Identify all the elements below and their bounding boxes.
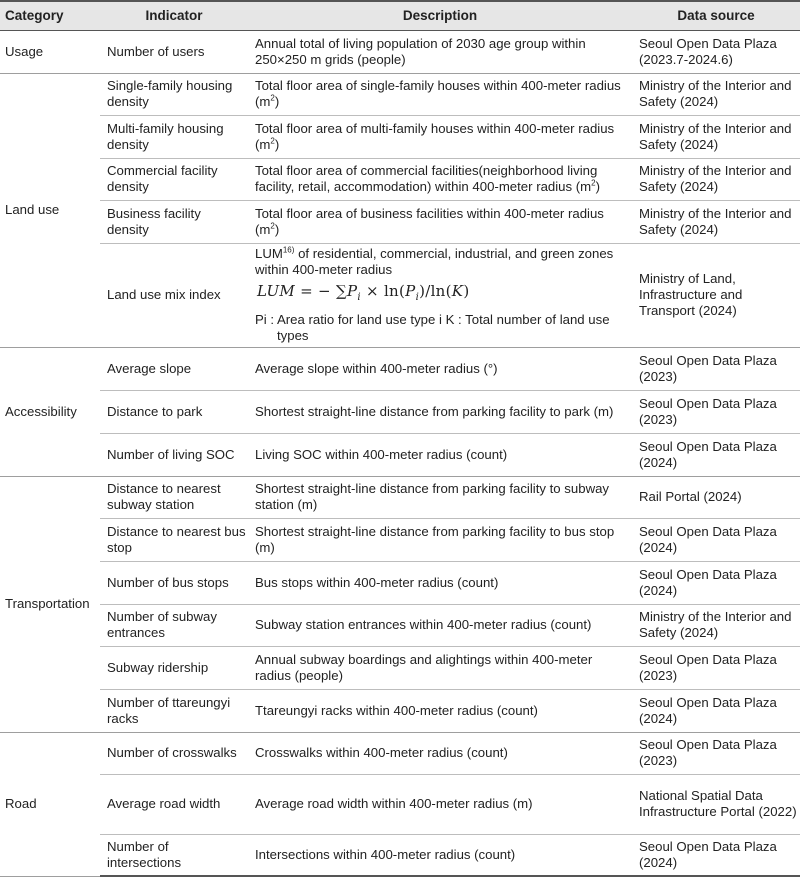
source-cell: Ministry of the Interior and Safety (2024) [632,73,800,115]
indicator-cell: Multi-family housing density [100,115,248,158]
source-cell: Seoul Open Data Plaza (2024) [632,433,800,476]
description-cell: Total floor area of business facilities within 400-meter radius $(m^2)$ [248,200,632,243]
indicator-cell: Land use mix index [100,243,248,347]
table-row [0,774,800,834]
source-cell: Ministry of the Interior and Safety (2024) [632,200,800,243]
table-row [0,433,800,476]
indicator-cell: Number of crosswalks [100,732,248,774]
table-row [0,646,800,689]
description-cell: Shortest straight-line distance from parking facility to bus stop (m) [248,518,632,561]
indicator-cell: Number of users [100,30,248,73]
lum-description: LUM$^{16)}$ of residential, commercial, industrial, and green zones within 400-meter radius [255,245,614,277]
description-cell: Shortest straight-line distance from parking facility to park (m) [248,390,632,433]
category-road: Road [0,732,100,876]
indicator-cell: Number of living SOC [100,433,248,476]
category-transportation: Transportation [0,476,100,732]
description-cell: Average road width within 400-meter radius (m) [248,774,632,834]
description-cell [248,243,632,347]
table-row [0,158,800,200]
indicator-cell: Number of intersections [100,834,248,876]
table-row [0,518,800,561]
indicator-cell: Average slope [100,347,248,390]
header-description: Description [248,1,632,30]
description-cell: Shortest straight-line distance from parking facility to subway station (m) [248,476,632,518]
table-row [0,200,800,243]
description-cell: Bus stops within 400-meter radius (count) [248,561,632,604]
description-cell: Annual subway boardings and alightings within 400-meter radius (people) [248,646,632,689]
table-row [0,30,800,73]
description-cell: Total floor area of single-family houses within 400-meter radius $(m^2)$ [248,73,632,115]
source-cell: National Spatial Data Infrastructure Portal (2022) [632,774,800,834]
source-cell: Seoul Open Data Plaza (2023.7-2024.6) [632,30,800,73]
indicator-cell: Business facility density [100,200,248,243]
description-cell: Total floor area of commercial facilities(neighborhood living facility, retail, accommodation) within 400-meter radius $(m^2)$ [248,158,632,200]
description-cell: Living SOC within 400-meter radius (count) [248,433,632,476]
source-cell: Ministry of Land, Infrastructure and Transport (2024) [632,243,800,347]
indicator-cell: Average road width [100,774,248,834]
description-cell: Intersections within 400-meter radius (count) [248,834,632,876]
indicator-cell: Distance to nearest subway station [100,476,248,518]
source-cell: Seoul Open Data Plaza (2023) [632,732,800,774]
source-cell: Seoul Open Data Plaza (2024) [632,561,800,604]
description-cell: Ttareungyi racks within 400-meter radius (count) [248,689,632,732]
source-cell: Seoul Open Data Plaza (2023) [632,347,800,390]
description-cell: Annual total of living population of 2030 age group within 250×250 m grids (people) [248,30,632,73]
formula-note: Pi : Area ratio for land use type i K : Total number of land use types [255,312,610,343]
table-row [0,689,800,732]
indicator-cell: Number of bus stops [100,561,248,604]
header-category: Category [0,1,100,30]
table-row [0,390,800,433]
table-row [0,604,800,646]
lum-formula: LUM = − $\sum P_i \times \ln(P_i)/\ln(K)$ [257,282,470,303]
table-header-row [0,1,800,30]
indicator-cell: Number of ttareungyi racks [100,689,248,732]
description-cell: Average slope within 400-meter radius (°) [248,347,632,390]
source-cell: Seoul Open Data Plaza (2024) [632,518,800,561]
table-row [0,115,800,158]
source-cell: Ministry of the Interior and Safety (2024) [632,158,800,200]
description-cell: Crosswalks within 400-meter radius (count) [248,732,632,774]
source-cell: Seoul Open Data Plaza (2024) [632,834,800,876]
footnote-marker: 16) [282,245,295,255]
category-land-use: Land use [0,73,100,347]
source-cell: Seoul Open Data Plaza (2024) [632,689,800,732]
source-cell: Seoul Open Data Plaza (2023) [632,390,800,433]
category-usage: Usage [0,30,100,73]
indicator-cell: Single-family housing density [100,73,248,115]
indicator-cell: Commercial facility density [100,158,248,200]
source-cell: Seoul Open Data Plaza (2023) [632,646,800,689]
description-cell: Total floor area of multi-family houses within 400-meter radius $(m^2)$ [248,115,632,158]
indicator-cell: Number of subway entrances [100,604,248,646]
header-source: Data source [632,1,800,30]
table-row [0,73,800,115]
source-cell: Ministry of the Interior and Safety (2024) [632,115,800,158]
table-row [0,243,800,347]
indicator-cell: Subway ridership [100,646,248,689]
table-row [0,561,800,604]
source-cell: Ministry of the Interior and Safety (2024) [632,604,800,646]
table-row [0,834,800,876]
table-row [0,476,800,518]
indicator-cell: Distance to nearest bus stop [100,518,248,561]
table-row [0,732,800,774]
indicator-cell: Distance to park [100,390,248,433]
description-cell: Subway station entrances within 400-meter radius (count) [248,604,632,646]
source-cell: Rail Portal (2024) [632,476,800,518]
table-row [0,347,800,390]
header-indicator: Indicator [100,1,248,30]
category-accessibility: Accessibility [0,347,100,476]
